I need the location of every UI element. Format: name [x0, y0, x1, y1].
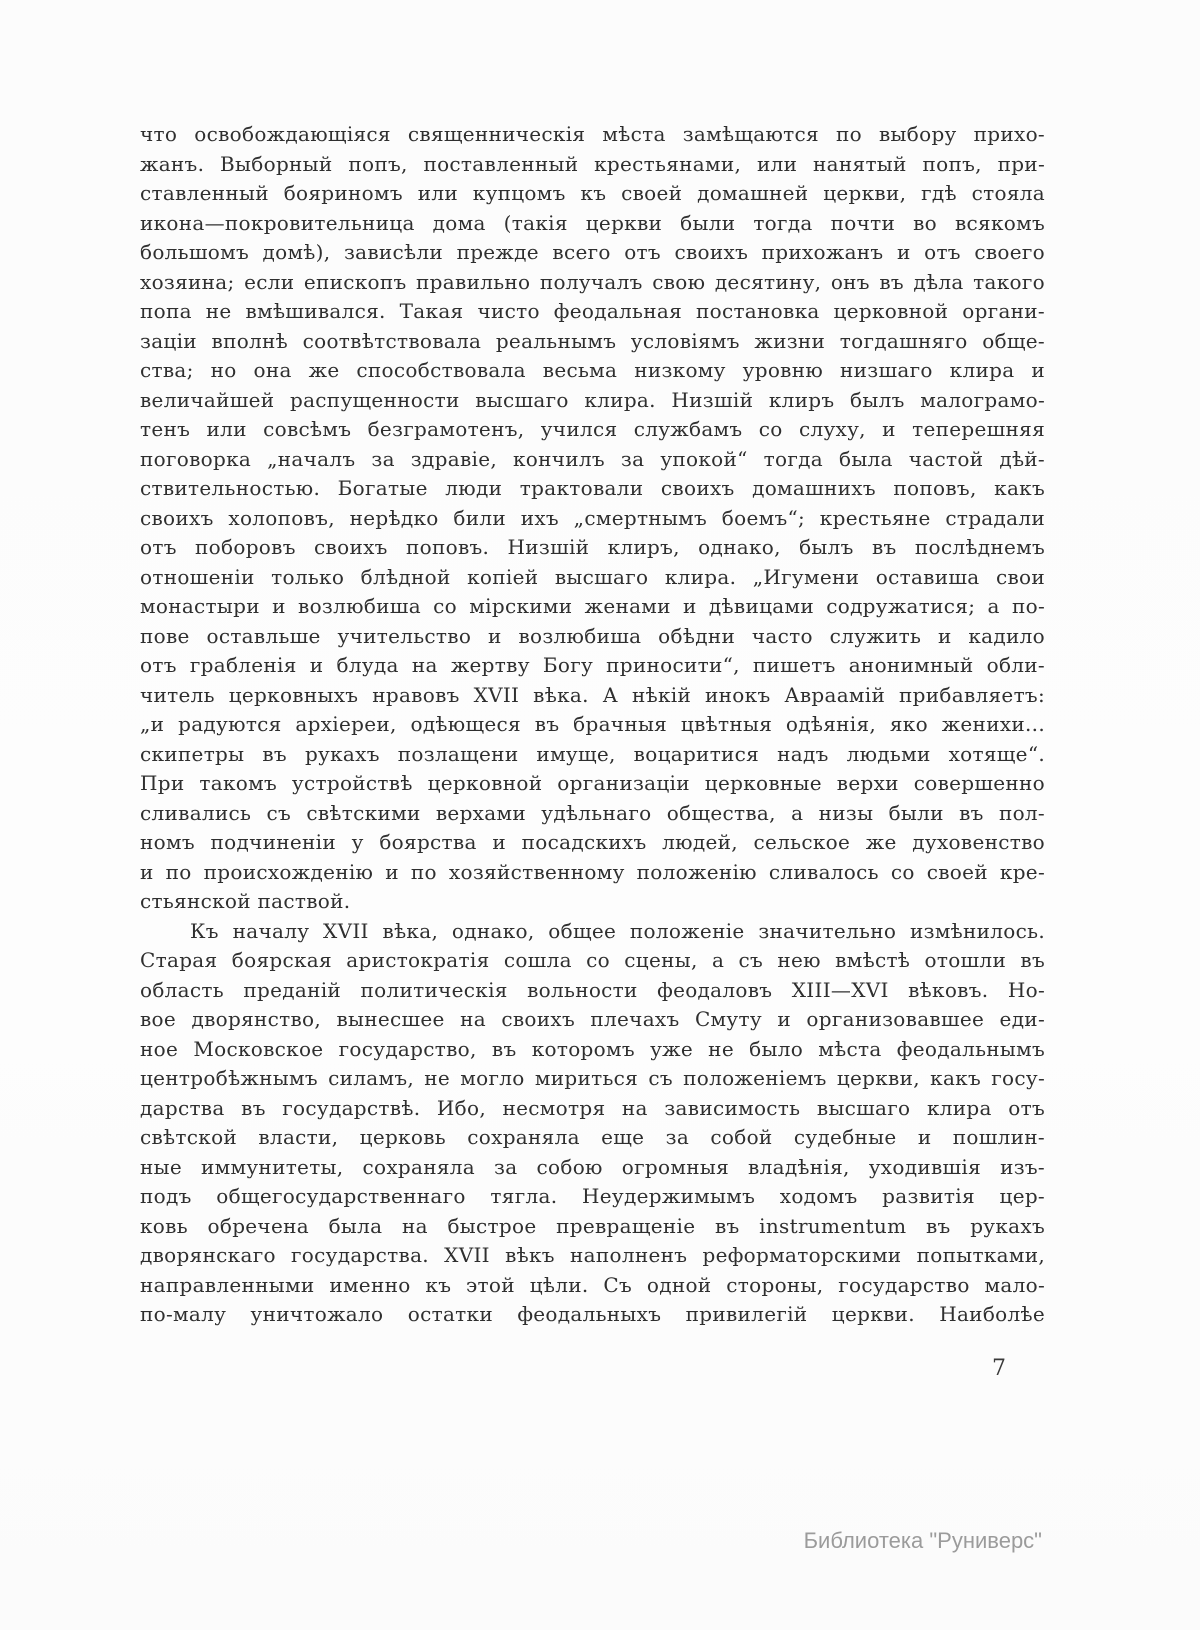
text-line: отъ грабленія и блуда на жертву Богу приносити“, пишетъ анонимный обли-: [140, 653, 1045, 677]
text-line: отношеніи только блѣдной копіей высшаго клира. „Игумени оставиша свои: [140, 564, 1045, 589]
text-line: Къ началу XVII вѣка, однако, общее положеніе значительно измѣнилось.: [190, 918, 1045, 943]
text-line: ные иммунитеты, сохраняла за собою огромныя владѣнія, уходившія изъ-: [140, 1154, 1045, 1179]
text-line: ковь обречена была на быстрое превращеніе въ instrumentum въ рукахъ: [140, 1213, 1045, 1238]
page-number: 7: [992, 1356, 1006, 1381]
library-watermark: Библиотека "Руниверс": [803, 1528, 1042, 1553]
text-line: дарства въ государствѣ. Ибо, несмотря на зависимость высшаго клира отъ: [140, 1095, 1045, 1120]
text-line: номъ подчиненіи у боярства и посадскихъ людей, сельское же духовенство: [140, 830, 1045, 854]
text-line: центробѣжнымъ силамъ, не могло мириться съ положеніемъ церкви, какъ госу-: [140, 1066, 1045, 1090]
text-line: ства; но она же способствовала весьма низкому уровню низшаго клира и: [140, 358, 1045, 382]
text-line: что освобождающіяся священническія мѣста замѣщаются по выбору прихо-: [140, 122, 1045, 146]
text-line: „и радуются архіереи, одѣющеся въ брачныя цвѣтныя одѣянія, яко женихи...: [140, 712, 1045, 736]
text-line: подъ общегосударственнаго тягла. Неудержимымъ ходомъ развитія цер-: [140, 1184, 1045, 1208]
text-line: пове оставльше учительство и возлюбиша обѣдни часто служить и кадило: [140, 623, 1045, 648]
text-line: своихъ холоповъ, нерѣдко били ихъ „смертнымъ боемъ“; крестьяне страдали: [140, 505, 1045, 530]
text-line: область преданій политическія вольности феодаловъ XIII—XVI вѣковъ. Но-: [140, 977, 1045, 1002]
text-line: большомъ домѣ), зависѣли прежде всего отъ своихъ прихожанъ и отъ своего: [140, 240, 1045, 264]
text-line: стьянской паствой.: [140, 889, 351, 913]
text-line: и по происхожденію и по хозяйственному положенію сливалось со своей кре-: [140, 859, 1045, 884]
text-line: по-малу уничтожало остатки феодальныхъ привилегій церкви. Наиболѣе: [140, 1302, 1045, 1326]
text-line: При такомъ устройствѣ церковной организаціи церковные верхи совершенно: [140, 771, 1045, 795]
text-line: вое дворянство, вынесшее на своихъ плечахъ Смуту и организовавшее еди-: [140, 1007, 1045, 1031]
text-line: величайшей распущенности высшаго клира. Низшій клиръ былъ малограмо-: [140, 387, 1045, 412]
text-line: свѣтской власти, церковь сохраняла еще за собой судебные и пошлин-: [140, 1125, 1045, 1149]
text-line: монастыри и возлюбиша со мірскими женами и дѣвицами содружатися; а по-: [140, 594, 1045, 618]
text-line: тенъ или совсѣмъ безграмотенъ, учился службамъ со слуху, и теперешняя: [140, 417, 1045, 441]
text-line: дворянскаго государства. XVII вѣкъ наполненъ реформаторскими попытками,: [140, 1243, 1045, 1267]
text-line: скипетры въ рукахъ позлащени имуще, воцаритися надъ людьми хотяще“.: [140, 741, 1045, 766]
text-line: ное Московское государство, въ которомъ уже не было мѣста феодальнымъ: [140, 1036, 1045, 1061]
text-line: хозяина; если епископъ правильно получалъ свою десятину, онъ въ дѣла такого: [140, 269, 1045, 294]
text-block: [140, 120, 1045, 1330]
text-line: направленными именно къ этой цѣли. Съ одной стороны, государство мало-: [140, 1272, 1045, 1297]
text-line: поговорка „началъ за здравіе, кончилъ за упокой“ тогда была частой дѣй-: [140, 446, 1045, 471]
text-line: читель церковныхъ нравовъ XVII вѣка. А нѣкій инокъ Авраамій прибавляетъ:: [140, 682, 1045, 707]
text-line: сливались съ свѣтскими верхами удѣльнаго общества, а низы были въ пол-: [140, 800, 1045, 825]
text-line: ствительностью. Богатые люди трактовали своихъ домашнихъ поповъ, какъ: [140, 476, 1045, 500]
text-line: жанъ. Выборный попъ, поставленный крестьянами, или нанятый попъ, при-: [140, 151, 1045, 176]
text-line: попа не вмѣшивался. Такая чисто феодальная постановка церковной органи-: [140, 299, 1045, 323]
text-line: отъ поборовъ своихъ поповъ. Низшій клиръ, однако, былъ въ послѣднемъ: [140, 535, 1045, 559]
text-line: заціи вполнѣ соотвѣтствовала реальнымъ условіямъ жизни тогдашняго обще-: [140, 328, 1045, 353]
text-line: Старая боярская аристократія сошла со сцены, а съ нею вмѣстѣ отошли въ: [140, 948, 1045, 972]
text-line: икона—покровительница дома (такія церкви были тогда почти во всякомъ: [140, 210, 1045, 235]
text-line: ставленный бояриномъ или купцомъ къ своей домашней церкви, гдѣ стояла: [140, 181, 1045, 205]
